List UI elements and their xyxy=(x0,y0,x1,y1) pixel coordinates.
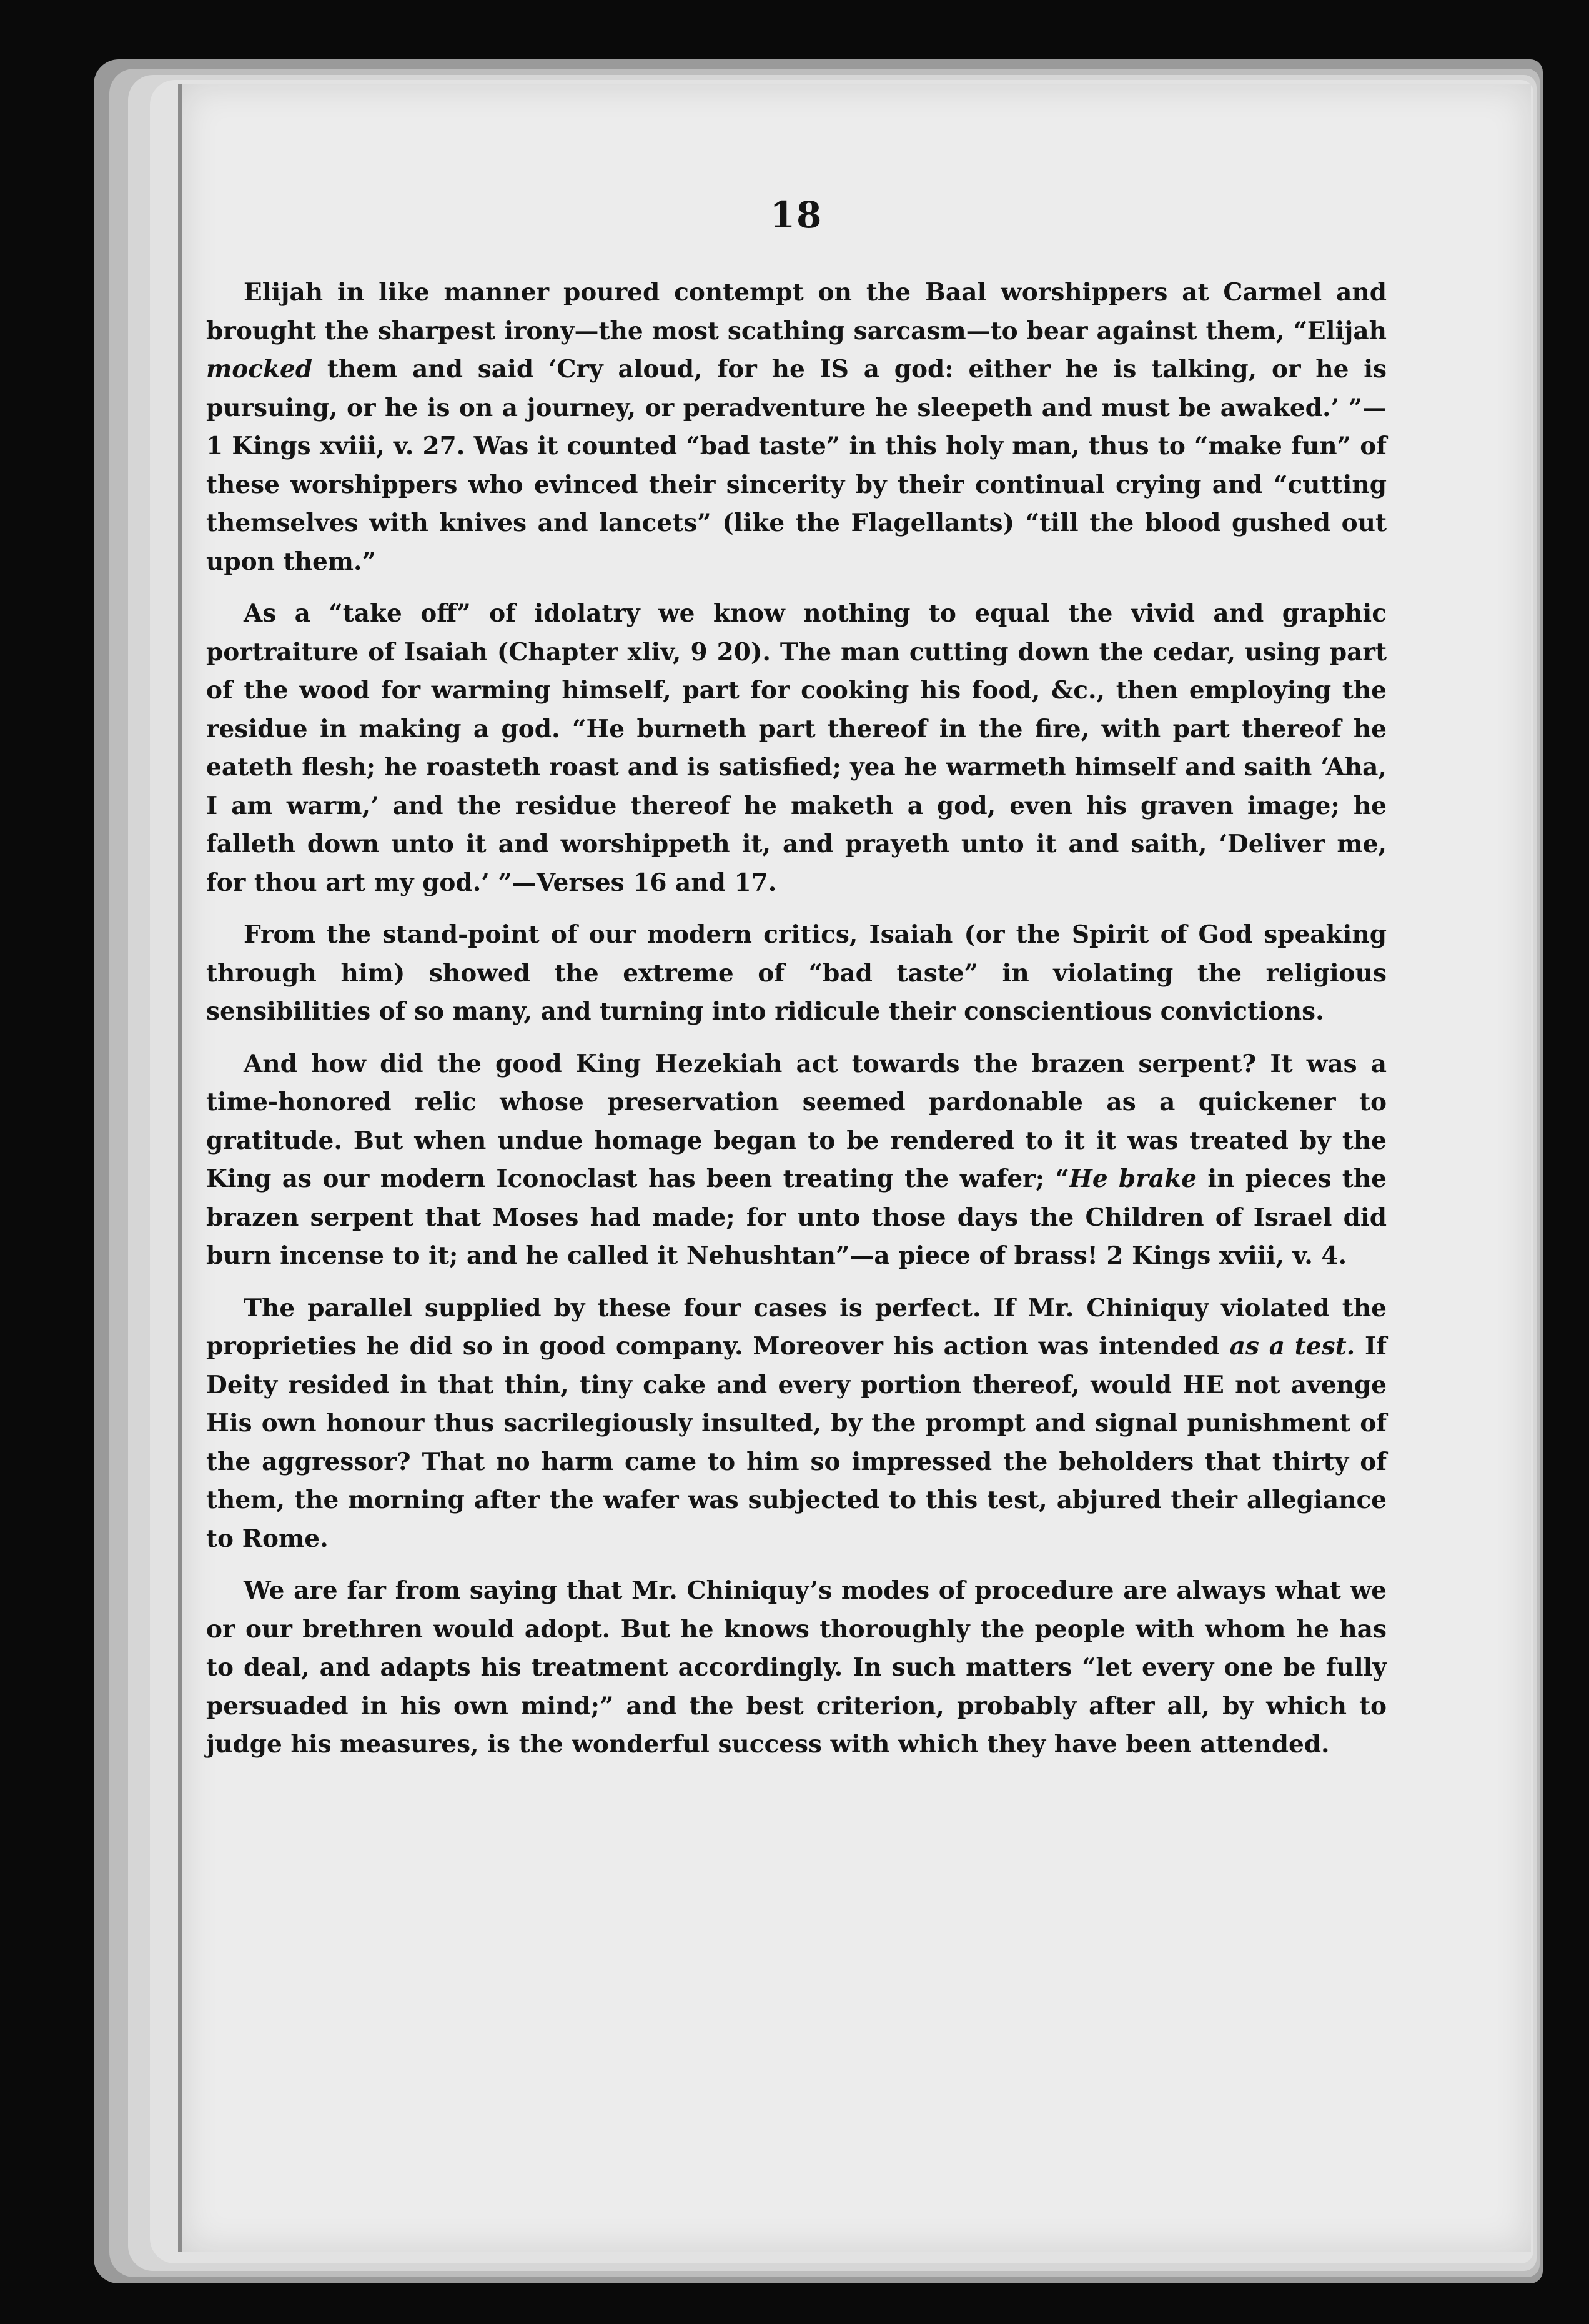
text-run: in pieces the brazen serpent that Moses had made; for unto those days the Children of Israel did burn incense to it; and he called it Nehushtan”—a piece of brass! 2 Kings xviii, v. 4. xyxy=(206,1164,1387,1270)
text-run: From the stand-point of our modern critics, Isaiah (or the Spirit of God speaking through him) showed the extreme of “bad taste” in violating the religious sensibilities of so many, and turning into ridicule their conscientious convictions. xyxy=(206,920,1387,1026)
body-text xyxy=(206,274,1387,1764)
text-run: And how did the good King Hezekiah act towards the brazen serpent? It was a time-honored relic whose preservation seemed pardonable as a quickener to gratitude. But when undue homage began to be rendered to it it was treated by the King as our modern Iconoclast has been treating the wafer; “ xyxy=(206,1049,1387,1193)
paragraph xyxy=(206,1572,1387,1764)
text-run: As a “take off” of idolatry we know nothing to equal the vivid and graphic portraiture of Isaiah (Chapter xliv, 9 20). The man cutting down the cedar, using part of the wood for warming himself, part for cooking his food, &c., then employing the residue in making a god. “He burneth part thereof in the fire, with part thereof he eateth flesh; he roasteth roast and is satisfied; yea he warmeth himself and saith ‘Aha, I am warm,’ and the residue thereof he maketh a god, even his graven image; he falleth down unto it and worshippeth it, and prayeth unto it and saith, ‘Deliver me, for thou art my god.’ ”—Verses 16 and 17. xyxy=(206,599,1387,897)
text-run: them and said ‘Cry aloud, for he IS a god: either he is talking, or he is pursuing, or he is on a journey, or peradventure he sleepeth and must be awaked.’ ”—1 Kings xviii, v. 27. Was it counted “bad taste” in this holy man, thus to “make fun” of these worshippers who evinced their sincerity by their continual crying and “cutting themselves with knives and lancets” (like the Flagellants) “till the blood gushed out upon them.” xyxy=(206,355,1387,576)
text-run: If Deity resided in that thin, tiny cake and every portion thereof, would HE not avenge His own honour thus sacrilegiously insulted, by the prompt and signal punishment of the aggressor? That no harm came to him so impressed the beholders that thirty of them, the morning after the wafer was subjected to this test, abjured their allegiance to Rome. xyxy=(206,1332,1387,1553)
italic-text: as a test. xyxy=(1229,1332,1355,1361)
paragraph xyxy=(206,1289,1387,1559)
text-run: We are far from saying that Mr. Chiniquy’s modes of procedure are always what we or our brethren would adopt. But he knows thoroughly the people with whom he has to deal, and adapts his treatment accordingly. In such matters “let every one be fully persuaded in his own mind;” and the best criterion, probably after all, by which to judge his measures, is the wonderful success with which they have been attended. xyxy=(206,1576,1387,1759)
page-number: 18 xyxy=(770,194,823,236)
text-run: The parallel supplied by these four cases is perfect. If Mr. Chiniquy violated the proprieties he did so in good company. Moreover his action was intended xyxy=(206,1293,1387,1361)
italic-text: mocked xyxy=(206,355,313,384)
page-content xyxy=(206,194,1387,1778)
paragraph xyxy=(206,595,1387,902)
paragraph xyxy=(206,274,1387,581)
italic-text: He brake xyxy=(1069,1164,1197,1193)
paragraph xyxy=(206,1045,1387,1276)
text-run: Elijah in like manner poured contempt on the Baal worshippers at Carmel and brought the sharpest irony—the most scathing sarcasm—to bear against them, “Elijah xyxy=(206,278,1387,345)
paragraph xyxy=(206,916,1387,1031)
